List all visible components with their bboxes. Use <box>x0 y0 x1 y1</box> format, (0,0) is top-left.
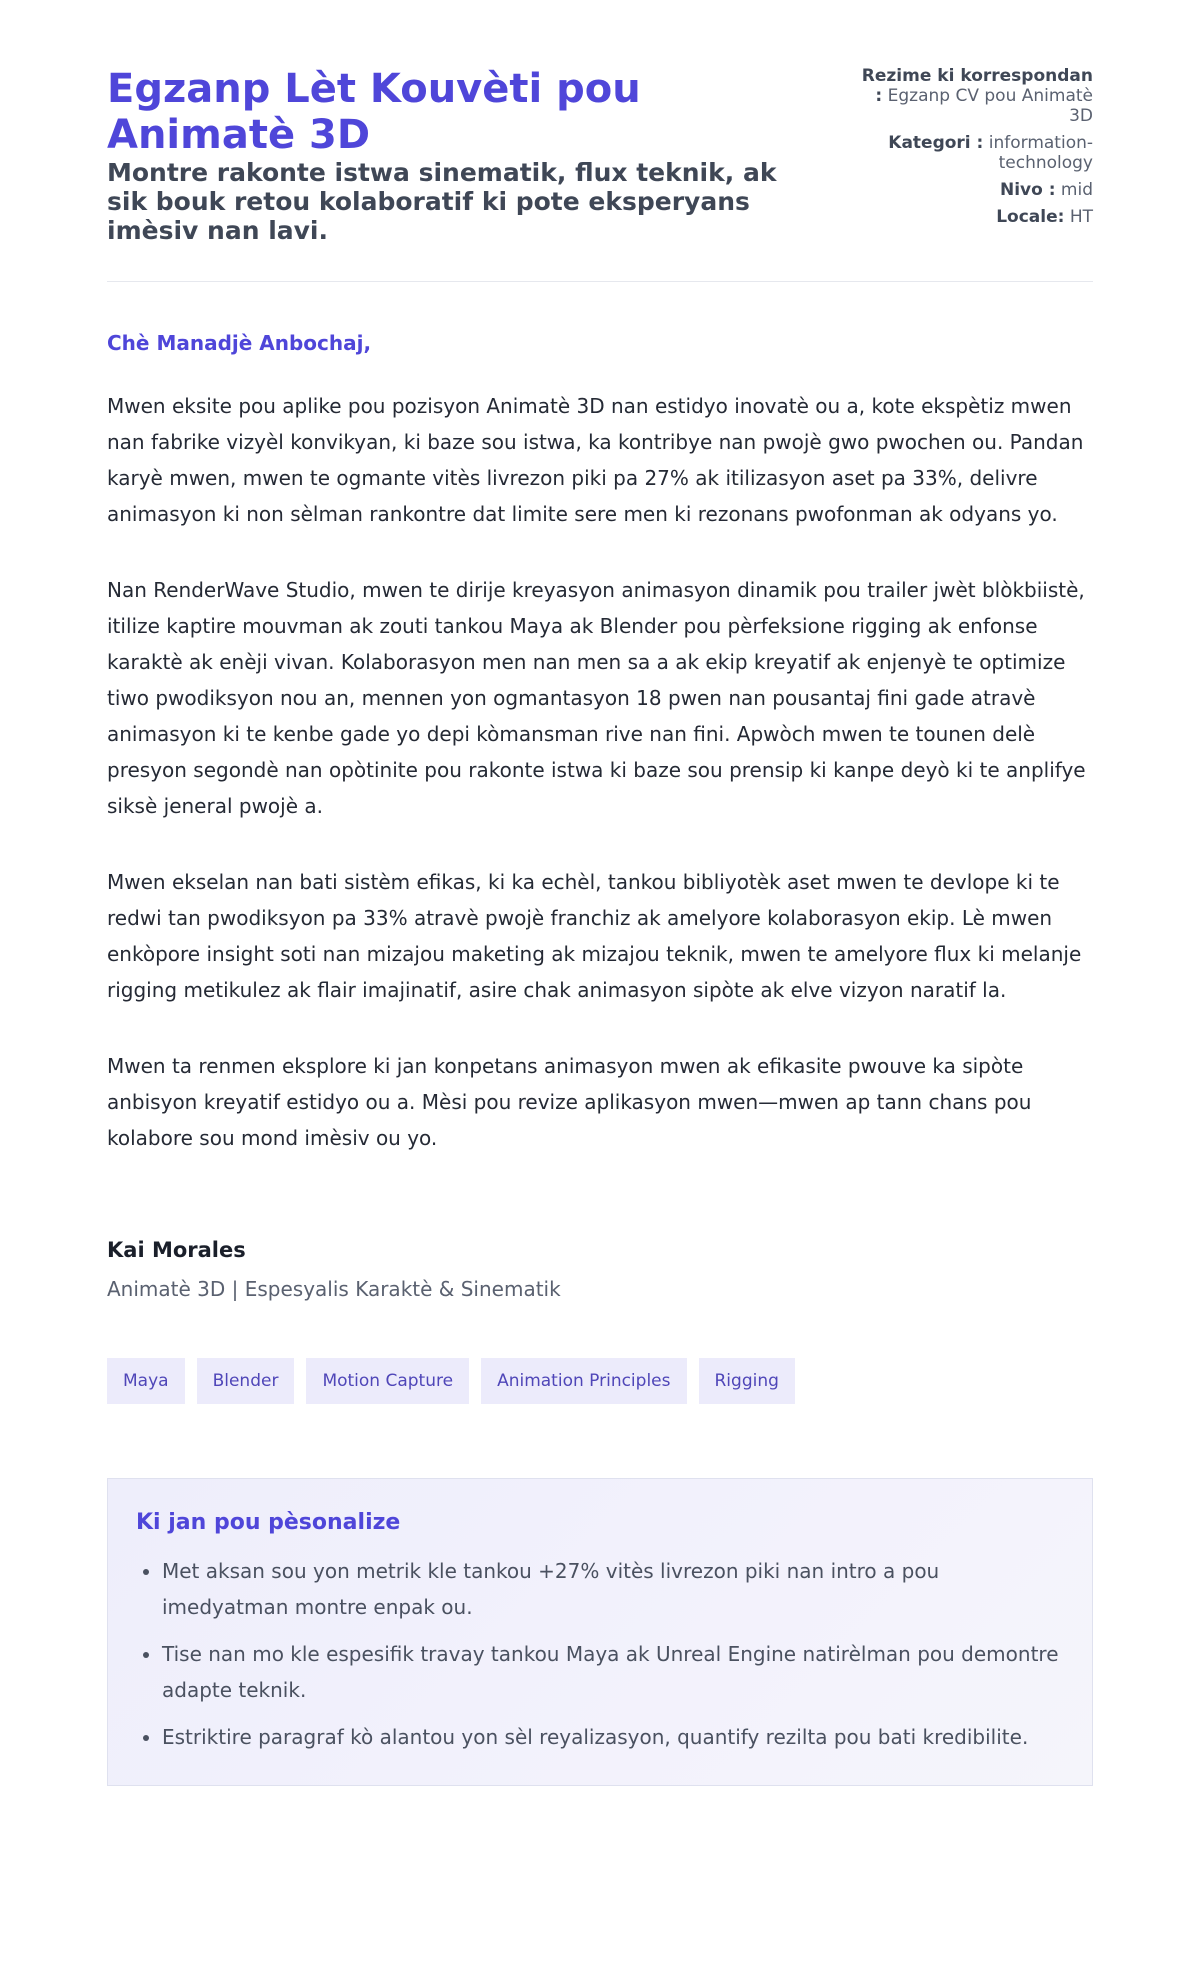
paragraph-3: Mwen ekselan nan bati sistèm efikas, ki ka echèl, tankou bibliyotèk aset mwen te devlope ki te redwi tan pwodiksyon pa 33% atravè pwojè franchiz ak amelyore kolaborasyon ekip. Lè mwen enkòpore insight soti nan mizajou maketing ak mizajou teknik, mwen te amelyore flux ki melanje rigging metikulez ak flair imajinatif, asire chak animasyon sipòte ak elve vizyon naratif la. <box>107 870 1082 1002</box>
title-block <box>107 66 807 245</box>
meta-level-label: Nivo : <box>999 180 1056 200</box>
tip-item: • Tise nan mo kle espesifik travay tankou Maya ak Unreal Engine natirèlman pou demontre adapte teknik. <box>162 1636 1064 1708</box>
signature-title: Animatè 3D | Espesyalis Karaktè & Sinematik <box>107 1277 561 1301</box>
meta-level-value: mid <box>1060 180 1093 200</box>
meta-summary-label: Rezime ki korrespondan : <box>861 66 1093 106</box>
meta-category <box>853 133 1093 173</box>
skill-tags <box>107 1358 1093 1404</box>
meta-locale-label: Locale: <box>996 207 1065 227</box>
signature <box>107 1236 1093 1302</box>
meta-locale <box>853 207 1093 227</box>
paragraph-2: Nan RenderWave Studio, mwen te dirije kreyasyon animasyon dinamik pou trailer jwèt blòkbiistè, itilize kaptire mouvman ak zouti tankou Maya ak Blender pou pèrfeksione rigging ak enfonse karaktè ak enèji vivan. Kolaborasyon men nan men sa a ak ekip kreyatif ak enjenyè te optimize tiwo pwodiksyon nou an, mennen yon ogmantasyon 18 pwen nan pousantaj fini gade atravè animasyon ki te kenbe gade yo depi kòmansman rive nan fini. Apwòch mwen te tounen delè presyon segondè nan opòtinite pou rakonte istwa ki baze sou prensip ki kanpe deyò ki te anplifye siksè jeneral pwojè a. <box>107 578 1086 818</box>
meta-summary <box>853 66 1093 126</box>
tag-maya: Maya <box>107 1358 185 1404</box>
signature-name: Kai Morales <box>107 1238 246 1262</box>
paragraph-1: Mwen eksite pou aplike pou pozisyon Animatè 3D nan estidyo inovatè ou a, kote ekspètiz mwen nan fabrike vizyèl konvikyan, ki baze sou istwa, ka kontribye nan pwojè gwo pwochen ou. Pandan karyè mwen, mwen te ogmante vitès livrezon piki pa 27% ak itilizasyon aset pa 33%, delivre animasyon ki non sèlman rankontre dat limite sere men ki rezonans pwofonman ak odyans yo. <box>107 394 1084 526</box>
meta-summary-value: Egzanp CV pou Animatè 3D <box>887 86 1093 126</box>
tag-motion-capture: Motion Capture <box>306 1358 469 1404</box>
tips-title: Ki jan pou pèsonalize <box>136 1510 401 1535</box>
meta-category-value: information-technology <box>988 133 1093 173</box>
tag-blender: Blender <box>197 1358 295 1404</box>
customization-tips <box>107 1478 1093 1786</box>
meta-category-label: Kategori : <box>888 133 984 153</box>
tag-rigging: Rigging <box>699 1358 795 1404</box>
meta-panel <box>853 66 1093 227</box>
page-subtitle: Montre rakonte istwa sinematik, flux teknik, ak sik bouk retou kolaboratif ki pote eksperyans imèsiv nan lavi. <box>107 158 777 245</box>
tip-item: • Estriktire paragraf kò alantou yon sèl reyalizasyon, quantify rezilta pou bati kredibilite. <box>162 1719 1064 1755</box>
tip-item: • Met aksan sou yon metrik kle tankou +27% vitès livrezon piki nan intro a pou imedyatman montre enpak ou. <box>162 1553 1064 1625</box>
meta-level <box>853 180 1093 200</box>
tag-animation-principles: Animation Principles <box>481 1358 686 1404</box>
meta-locale-value: HT <box>1069 207 1093 227</box>
salutation: Chè Manadjè Anbochaj, <box>107 331 372 355</box>
letter-body <box>107 388 1093 1156</box>
page-title: Egzanp Lèt Kouvèti pou Animatè 3D <box>107 66 641 158</box>
paragraph-4: Mwen ta renmen eksplore ki jan konpetans animasyon mwen ak efikasite pwouve ka sipòte anbisyon kreyatif estidyo ou a. Mèsi pou revize aplikasyon mwen—mwen ap tann chans pou kolabore sou mond imèsiv ou yo. <box>107 1054 1032 1150</box>
header <box>107 0 1093 282</box>
tips-list <box>136 1553 1064 1755</box>
